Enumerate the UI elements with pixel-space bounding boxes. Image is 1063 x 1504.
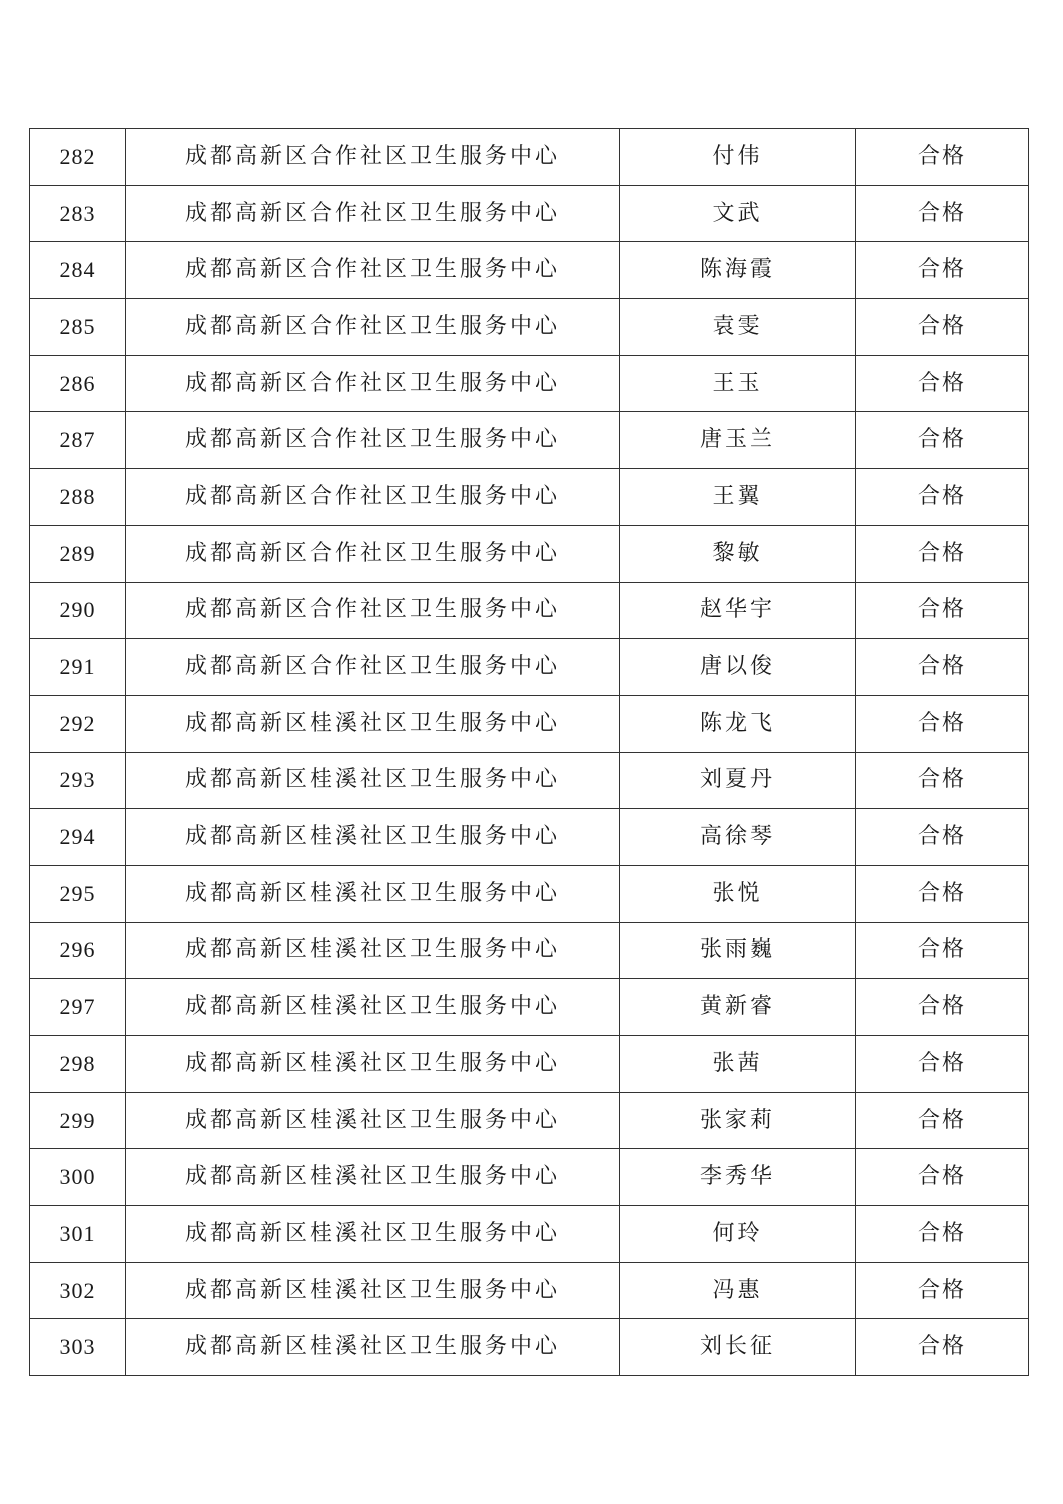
- person-name-cell: 陈龙飞: [620, 695, 856, 752]
- organization-cell: 成都高新区合作社区卫生服务中心: [126, 582, 620, 639]
- organization-cell: 成都高新区桂溪社区卫生服务中心: [126, 1149, 620, 1206]
- result-status-cell: 合格: [856, 299, 1029, 356]
- person-name-cell: 王翼: [620, 469, 856, 526]
- table-row: [30, 1262, 1029, 1319]
- result-status-cell: 合格: [856, 1262, 1029, 1319]
- person-name-cell: 冯惠: [620, 1262, 856, 1319]
- organization-cell: 成都高新区桂溪社区卫生服务中心: [126, 695, 620, 752]
- table-row: [30, 979, 1029, 1036]
- table-row: [30, 299, 1029, 356]
- organization-cell: 成都高新区桂溪社区卫生服务中心: [126, 1036, 620, 1093]
- row-number: 295: [30, 865, 126, 922]
- organization-cell: 成都高新区合作社区卫生服务中心: [126, 185, 620, 242]
- organization-cell: 成都高新区桂溪社区卫生服务中心: [126, 809, 620, 866]
- organization-cell: 成都高新区桂溪社区卫生服务中心: [126, 865, 620, 922]
- row-number: 288: [30, 469, 126, 526]
- row-number: 286: [30, 355, 126, 412]
- result-status-cell: 合格: [856, 695, 1029, 752]
- result-status-cell: 合格: [856, 809, 1029, 866]
- organization-cell: 成都高新区桂溪社区卫生服务中心: [126, 1206, 620, 1263]
- result-status-cell: 合格: [856, 185, 1029, 242]
- organization-cell: 成都高新区桂溪社区卫生服务中心: [126, 1092, 620, 1149]
- table-row: [30, 185, 1029, 242]
- table-row: [30, 865, 1029, 922]
- row-number: 284: [30, 242, 126, 299]
- row-number: 292: [30, 695, 126, 752]
- row-number: 283: [30, 185, 126, 242]
- row-number: 301: [30, 1206, 126, 1263]
- result-status-cell: 合格: [856, 1149, 1029, 1206]
- table-row: [30, 922, 1029, 979]
- table-row: [30, 525, 1029, 582]
- organization-cell: 成都高新区合作社区卫生服务中心: [126, 412, 620, 469]
- results-table-body: [30, 129, 1029, 1376]
- table-row: [30, 809, 1029, 866]
- organization-cell: 成都高新区桂溪社区卫生服务中心: [126, 752, 620, 809]
- row-number: 296: [30, 922, 126, 979]
- organization-cell: 成都高新区合作社区卫生服务中心: [126, 129, 620, 186]
- organization-cell: 成都高新区桂溪社区卫生服务中心: [126, 1319, 620, 1376]
- person-name-cell: 黎敏: [620, 525, 856, 582]
- row-number: 303: [30, 1319, 126, 1376]
- person-name-cell: 刘夏丹: [620, 752, 856, 809]
- result-status-cell: 合格: [856, 1092, 1029, 1149]
- organization-cell: 成都高新区合作社区卫生服务中心: [126, 355, 620, 412]
- result-status-cell: 合格: [856, 979, 1029, 1036]
- row-number: 287: [30, 412, 126, 469]
- organization-cell: 成都高新区桂溪社区卫生服务中心: [126, 922, 620, 979]
- person-name-cell: 黄新睿: [620, 979, 856, 1036]
- row-number: 299: [30, 1092, 126, 1149]
- organization-cell: 成都高新区合作社区卫生服务中心: [126, 469, 620, 526]
- table-row: [30, 1036, 1029, 1093]
- row-number: 282: [30, 129, 126, 186]
- result-status-cell: 合格: [856, 412, 1029, 469]
- person-name-cell: 唐以俊: [620, 639, 856, 696]
- row-number: 297: [30, 979, 126, 1036]
- table-row: [30, 1319, 1029, 1376]
- table-row: [30, 695, 1029, 752]
- result-status-cell: 合格: [856, 129, 1029, 186]
- result-status-cell: 合格: [856, 1036, 1029, 1093]
- results-table: [29, 128, 1029, 1376]
- organization-cell: 成都高新区合作社区卫生服务中心: [126, 242, 620, 299]
- person-name-cell: 高徐琴: [620, 809, 856, 866]
- person-name-cell: 付伟: [620, 129, 856, 186]
- table-row: [30, 1206, 1029, 1263]
- table-row: [30, 1149, 1029, 1206]
- result-status-cell: 合格: [856, 242, 1029, 299]
- person-name-cell: 王玉: [620, 355, 856, 412]
- result-status-cell: 合格: [856, 922, 1029, 979]
- person-name-cell: 文武: [620, 185, 856, 242]
- table-row: [30, 582, 1029, 639]
- table-row: [30, 752, 1029, 809]
- result-status-cell: 合格: [856, 752, 1029, 809]
- person-name-cell: 赵华宇: [620, 582, 856, 639]
- row-number: 289: [30, 525, 126, 582]
- organization-cell: 成都高新区桂溪社区卫生服务中心: [126, 979, 620, 1036]
- organization-cell: 成都高新区合作社区卫生服务中心: [126, 299, 620, 356]
- organization-cell: 成都高新区桂溪社区卫生服务中心: [126, 1262, 620, 1319]
- row-number: 300: [30, 1149, 126, 1206]
- person-name-cell: 张家莉: [620, 1092, 856, 1149]
- table-row: [30, 469, 1029, 526]
- row-number: 293: [30, 752, 126, 809]
- person-name-cell: 张茜: [620, 1036, 856, 1093]
- result-status-cell: 合格: [856, 865, 1029, 922]
- row-number: 285: [30, 299, 126, 356]
- result-status-cell: 合格: [856, 582, 1029, 639]
- person-name-cell: 陈海霞: [620, 242, 856, 299]
- person-name-cell: 李秀华: [620, 1149, 856, 1206]
- row-number: 291: [30, 639, 126, 696]
- result-status-cell: 合格: [856, 469, 1029, 526]
- person-name-cell: 刘长征: [620, 1319, 856, 1376]
- person-name-cell: 张悦: [620, 865, 856, 922]
- table-row: [30, 242, 1029, 299]
- table-row: [30, 355, 1029, 412]
- person-name-cell: 唐玉兰: [620, 412, 856, 469]
- row-number: 294: [30, 809, 126, 866]
- result-status-cell: 合格: [856, 1319, 1029, 1376]
- person-name-cell: 袁雯: [620, 299, 856, 356]
- person-name-cell: 张雨巍: [620, 922, 856, 979]
- table-row: [30, 129, 1029, 186]
- organization-cell: 成都高新区合作社区卫生服务中心: [126, 639, 620, 696]
- row-number: 298: [30, 1036, 126, 1093]
- row-number: 302: [30, 1262, 126, 1319]
- person-name-cell: 何玲: [620, 1206, 856, 1263]
- result-status-cell: 合格: [856, 525, 1029, 582]
- table-row: [30, 412, 1029, 469]
- table-row: [30, 639, 1029, 696]
- result-status-cell: 合格: [856, 639, 1029, 696]
- result-status-cell: 合格: [856, 1206, 1029, 1263]
- result-status-cell: 合格: [856, 355, 1029, 412]
- row-number: 290: [30, 582, 126, 639]
- table-row: [30, 1092, 1029, 1149]
- organization-cell: 成都高新区合作社区卫生服务中心: [126, 525, 620, 582]
